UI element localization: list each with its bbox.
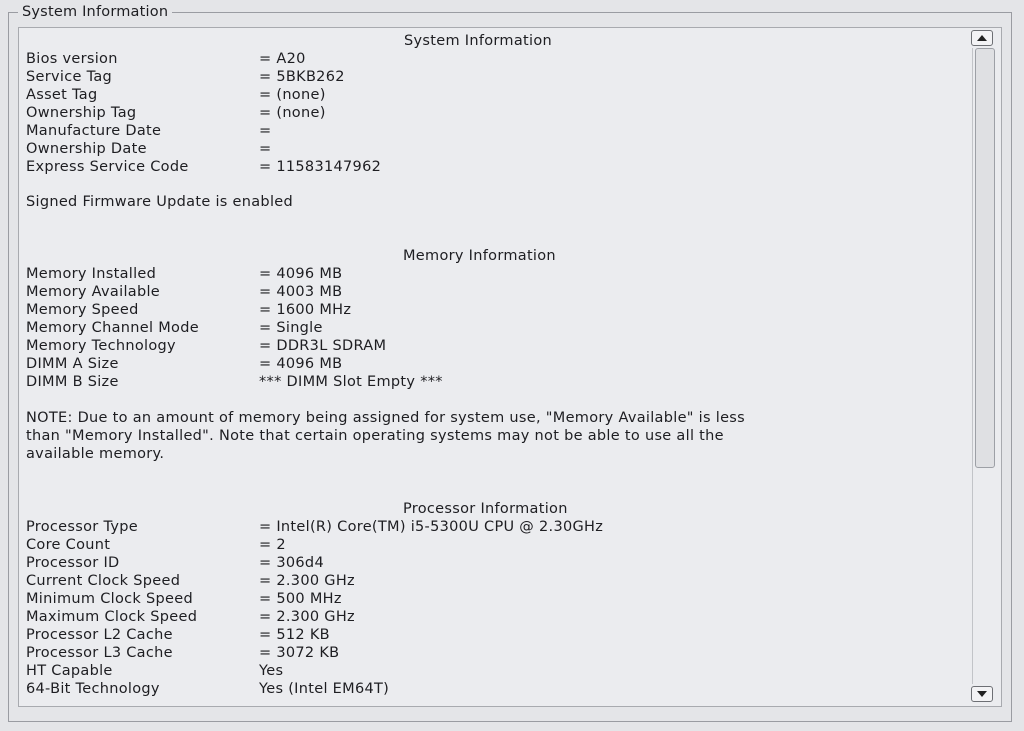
row-label: Processor L3 Cache xyxy=(26,645,173,661)
row-label: Processor ID xyxy=(26,555,120,571)
row-label: Core Count xyxy=(26,537,111,553)
row-value: = 306d4 xyxy=(259,555,324,571)
row-label: Memory Installed xyxy=(26,266,157,282)
system-section-title: System Information xyxy=(404,33,553,49)
row-value: Yes xyxy=(259,663,284,679)
arrow-down-icon xyxy=(977,691,987,697)
row-label: DIMM A Size xyxy=(26,356,119,372)
signed-firmware-status: Signed Firmware Update is enabled xyxy=(26,194,293,210)
row-value: = 2.300 GHz xyxy=(259,609,355,625)
memory-note-line-1: NOTE: Due to an amount of memory being assigned for system use, "Memory Available" is less xyxy=(26,410,746,426)
row-value: Yes (Intel EM64T) xyxy=(259,681,390,697)
row-label: 64-Bit Technology xyxy=(26,681,160,697)
info-content-panel[interactable] xyxy=(18,27,1002,707)
scroll-track[interactable] xyxy=(972,48,994,684)
row-value: = Single xyxy=(259,320,323,336)
group-title: System Information xyxy=(18,3,172,21)
scroll-up-button[interactable] xyxy=(971,30,993,46)
row-value: = 5BKB262 xyxy=(259,69,345,85)
row-value: = 4096 MB xyxy=(259,266,343,282)
memory-note-line-3: available memory. xyxy=(26,446,165,462)
row-value: = xyxy=(259,141,272,157)
scroll-thumb[interactable] xyxy=(975,48,995,468)
row-value: = 500 MHz xyxy=(259,591,342,607)
row-label: Maximum Clock Speed xyxy=(26,609,198,625)
row-value: = 1600 MHz xyxy=(259,302,352,318)
row-label: Minimum Clock Speed xyxy=(26,591,193,607)
row-label: Processor L2 Cache xyxy=(26,627,173,643)
row-value: = (none) xyxy=(259,87,326,103)
row-label: Memory Speed xyxy=(26,302,139,318)
row-label: Express Service Code xyxy=(26,159,189,175)
row-value: = DDR3L SDRAM xyxy=(259,338,387,354)
arrow-up-icon xyxy=(977,35,987,41)
memory-note-line-2: than "Memory Installed". Note that certain operating systems may not be able to use all the xyxy=(26,428,724,444)
row-label: DIMM B Size xyxy=(26,374,119,390)
row-value: = 4096 MB xyxy=(259,356,343,372)
row-label: Manufacture Date xyxy=(26,123,162,139)
vertical-scrollbar[interactable] xyxy=(971,30,995,704)
row-value: = 4003 MB xyxy=(259,284,343,300)
row-label: HT Capable xyxy=(26,663,113,679)
row-label: Service Tag xyxy=(26,69,113,85)
scroll-down-button[interactable] xyxy=(971,686,993,702)
row-value: = 11583147962 xyxy=(259,159,382,175)
memory-section-title: Memory Information xyxy=(403,248,556,264)
row-value: *** DIMM Slot Empty *** xyxy=(259,374,443,390)
row-label: Memory Technology xyxy=(26,338,176,354)
row-label: Ownership Date xyxy=(26,141,147,157)
row-value: = Intel(R) Core(TM) i5-5300U CPU @ 2.30GHz xyxy=(259,519,604,535)
row-value: = 2 xyxy=(259,537,286,553)
row-label: Memory Available xyxy=(26,284,161,300)
row-label: Processor Type xyxy=(26,519,138,535)
row-value: = (none) xyxy=(259,105,326,121)
row-value: = xyxy=(259,123,272,139)
row-label: Bios version xyxy=(26,51,118,67)
row-label: Asset Tag xyxy=(26,87,98,103)
row-label: Ownership Tag xyxy=(26,105,137,121)
row-label: Memory Channel Mode xyxy=(26,320,199,336)
row-value: = A20 xyxy=(259,51,306,67)
row-value: = 3072 KB xyxy=(259,645,340,661)
row-label: Current Clock Speed xyxy=(26,573,181,589)
row-value: = 512 KB xyxy=(259,627,330,643)
processor-section-title: Processor Information xyxy=(403,501,568,517)
row-value: = 2.300 GHz xyxy=(259,573,355,589)
